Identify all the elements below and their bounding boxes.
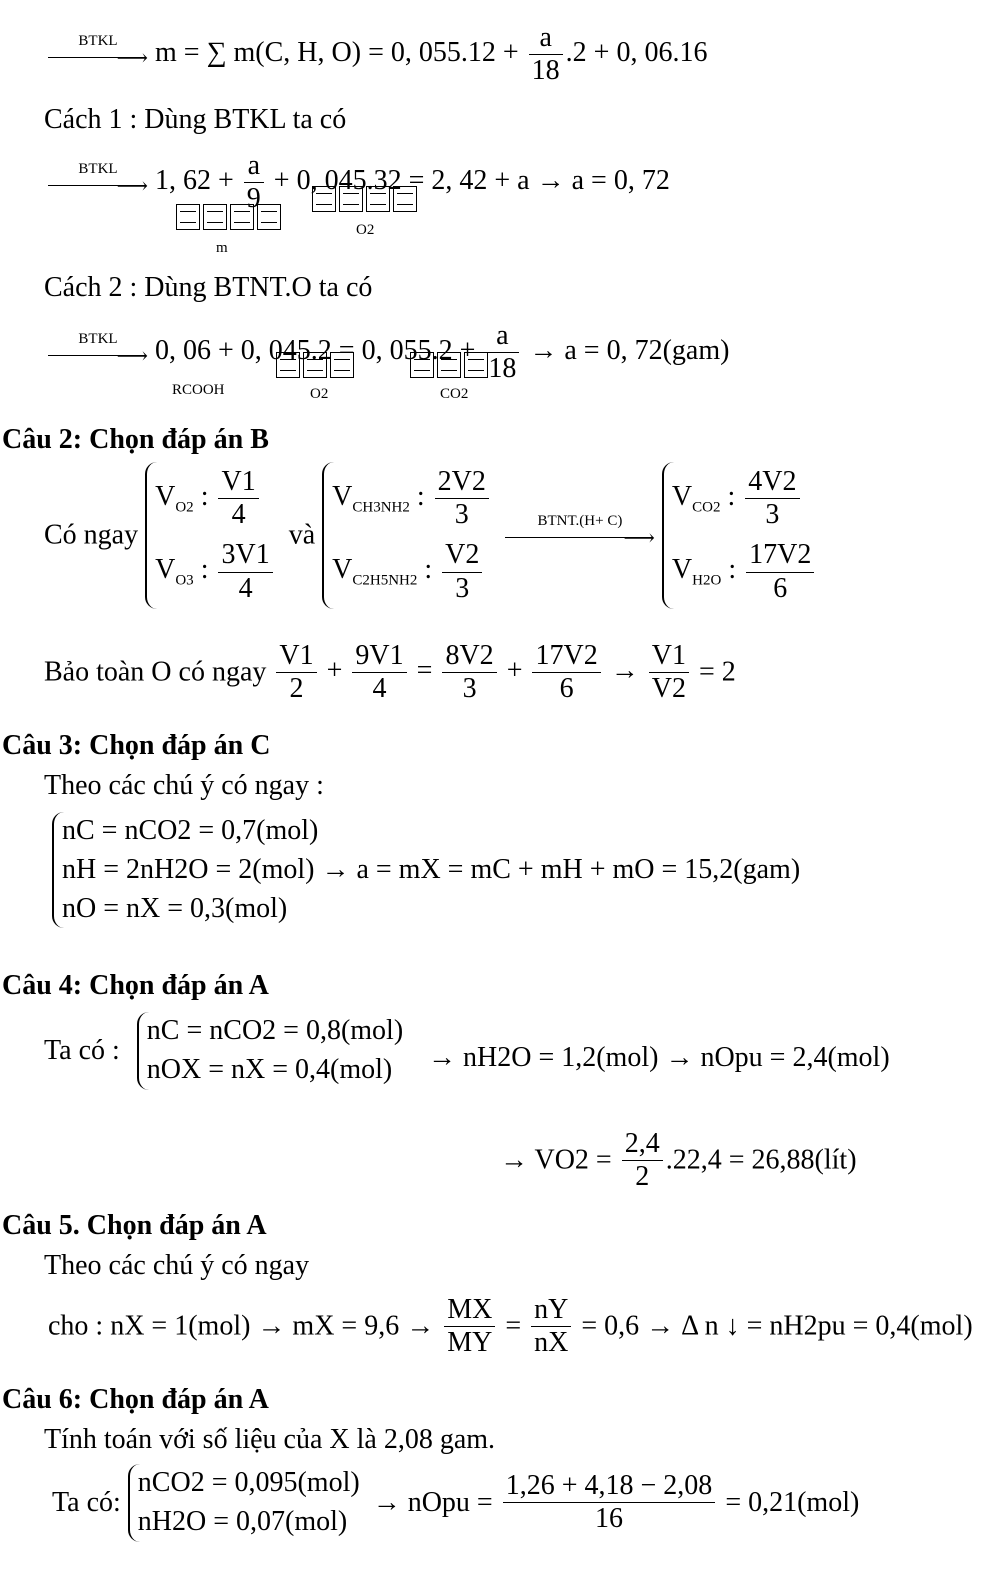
label-m: m <box>216 240 228 256</box>
q5-intro: Theo các chú ý có ngay <box>44 1250 310 1281</box>
question-6-title: Câu 6: Chọn đáp án A <box>2 1384 269 1415</box>
document-icon <box>366 186 390 212</box>
label-o2-2: O2 <box>310 386 329 402</box>
label-o2: O2 <box>356 222 375 238</box>
q3-system: nC = nCO2 = 0,7(mol) nH = 2nH2O = 2(mol) → a = mX = mC + mH + mO = 15,2(gam) nO = nX = 0,3(mol) <box>52 812 806 928</box>
question-4-title: Câu 4: Chọn đáp án A <box>2 970 269 1001</box>
document-icon <box>303 352 327 378</box>
q2-oxygen-balance: Bảo toàn O có ngay $\frac{V1}{2}$ + $\frac{9V1}{4}$ = $\frac{8V2}{3}$ + $\frac{17V2}{6}$ → $\frac{V1}{V2}$ = 2 <box>44 640 736 705</box>
q6-equation: Ta có: nCO2 = 0,095(mol) nH2O = 0,07(mol) → nOpu = $\frac{1,26 + 4,18 - 2,08}{16}$ = 0,21(mol) <box>52 1464 859 1542</box>
equation-btkl-mass: BTKL ⟶ m = ∑ m(C, H, O) = 0, 055.12 + $\frac{a}{18}$ .2 + 0, 06.16 <box>48 22 707 87</box>
doc-icons-o2 <box>276 352 357 378</box>
document-icon <box>203 204 227 230</box>
document-icon <box>257 204 281 230</box>
q2-systems: Có ngay $V_{O2}$ : $\frac{V1}{4}$ $V_{O3}$ : $\frac{3V1}{4}$ và $V_{CH3NH2}$ : $\frac{2V2}{3}$ $V_{C2H5NH2}$ : $\frac{V2}{3}$ BTNT.(H+ C) ⟶ $V_{CO2}$ : $\frac{4V2}{3}$ $V_{H2O}$ : $\frac{17V2}{6}$ <box>44 462 823 609</box>
question-2-title: Câu 2: Chọn đáp án B <box>2 424 269 455</box>
arrow-btnt: BTNT.(H+ C) ⟶ <box>505 520 655 550</box>
document-icon <box>176 204 200 230</box>
system-1: $V_{O2}$ : $\frac{V1}{4}$ $V_{O3}$ : $\frac{3V1}{4}$ <box>145 462 276 609</box>
document-icon <box>464 352 488 378</box>
q4-system: Ta có : nC = nCO2 = 0,8(mol) nOX = nX = 0,4(mol) <box>44 1012 409 1090</box>
arrow-btkl: BTKL ⟶ <box>48 338 148 368</box>
doc-icons-m <box>176 204 284 230</box>
doc-icons-o2 <box>312 186 420 212</box>
q4-result-1: → nH2O = 1,2(mol) → nOpu = 2,4(mol) <box>428 1042 890 1073</box>
cach2-title: Cách 2 : Dùng BTNT.O ta có <box>44 272 373 303</box>
q4-result-2: → VO2 = $\frac{2,4}{2}$ .22,4 = 26,88(lít) <box>500 1128 857 1193</box>
label-co2: CO2 <box>440 386 469 402</box>
system-2: $V_{CH3NH2}$ : $\frac{2V2}{3}$ $V_{C2H5NH2}$ : $\frac{V2}{3}$ <box>322 462 492 609</box>
system-3: $V_{CO2}$ : $\frac{4V2}{3}$ $V_{H2O}$ : $\frac{17V2}{6}$ <box>662 462 817 609</box>
q3-intro: Theo các chú ý có ngay : <box>44 770 324 801</box>
equation-cach1: BTKL ⟶ 1, 62 + $\frac{a}{9}$ + 0, 045.32 = 2, 42 + a → a = 0, 72 <box>48 150 670 215</box>
document-icon <box>276 352 300 378</box>
q5-equation: cho : nX = 1(mol) → mX = 9,6 → $\frac{MX}{MY}$ = $\frac{nY}{nX}$ = 0,6 → Δ n ↓ = nH2pu = 0,4(mol) <box>48 1294 973 1359</box>
document-icon <box>312 186 336 212</box>
label-rcooh: RCOOH <box>172 382 225 398</box>
arrow-btkl: BTKL ⟶ <box>48 168 148 198</box>
document-icon <box>410 352 434 378</box>
q6-intro: Tính toán với số liệu của X là 2,08 gam. <box>44 1424 496 1455</box>
document-icon <box>339 186 363 212</box>
arrow-btkl: BTKL ⟶ <box>48 40 148 70</box>
cach1-title: Cách 1 : Dùng BTKL ta có <box>44 104 347 135</box>
equation-cach2: BTKL ⟶ 0, 06 + 0, 045.2 = 0, 055.2 + $\frac{a}{18}$ → a = 0, 72(gam) <box>48 320 729 385</box>
doc-icons-co2 <box>410 352 491 378</box>
question-3-title: Câu 3: Chọn đáp án C <box>2 730 271 761</box>
document-icon <box>330 352 354 378</box>
document-icon <box>437 352 461 378</box>
document-icon <box>393 186 417 212</box>
document-icon <box>230 204 254 230</box>
fraction-a-18: $\frac{a}{18}$ <box>529 22 563 87</box>
question-5-title: Câu 5. Chọn đáp án A <box>2 1210 267 1241</box>
